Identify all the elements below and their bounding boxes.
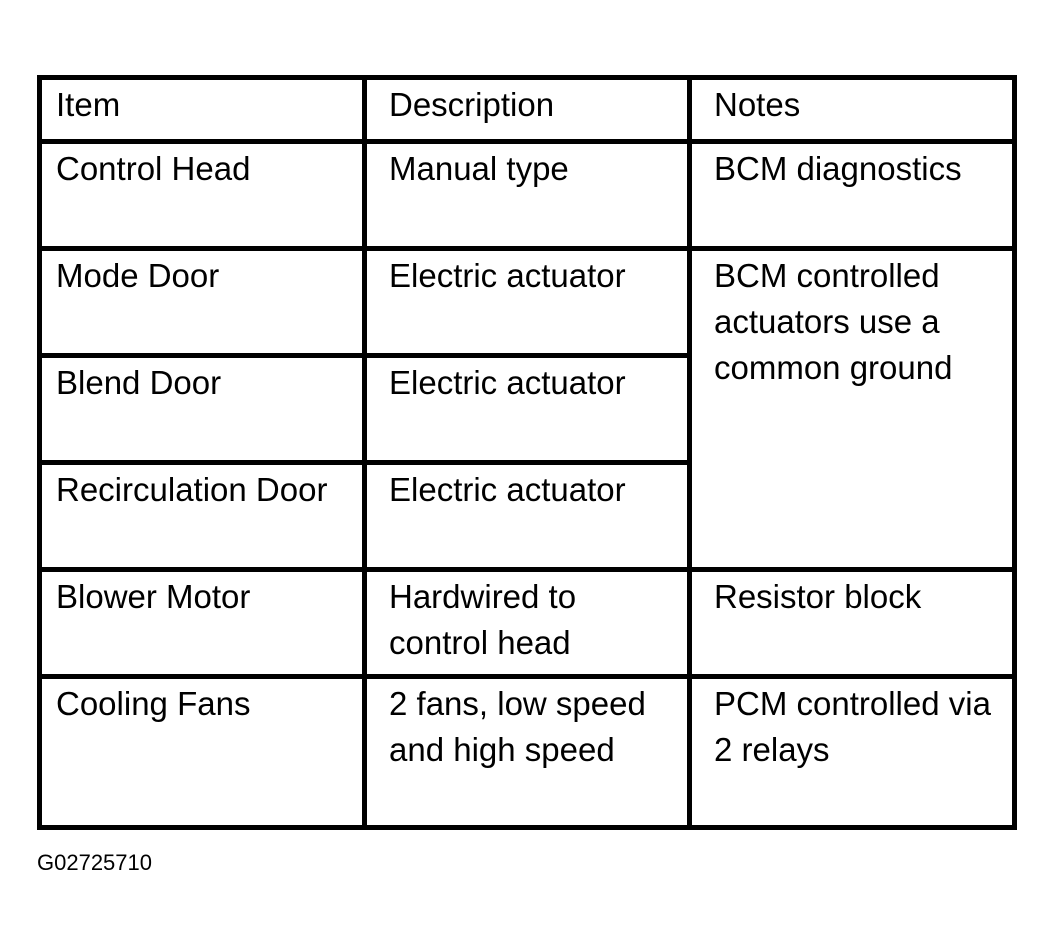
cell-notes: BCM diagnostics — [690, 142, 1015, 249]
header-description: Description — [365, 78, 690, 142]
cell-item: Recirculation Door — [40, 463, 365, 570]
cell-item: Blower Motor — [40, 570, 365, 677]
table-row — [40, 570, 1015, 677]
table-row — [40, 677, 1015, 828]
header-item: Item — [40, 78, 365, 142]
cell-item: Mode Door — [40, 249, 365, 356]
header-notes: Notes — [690, 78, 1015, 142]
table-header-row — [40, 78, 1015, 142]
cell-item: Cooling Fans — [40, 677, 365, 828]
cell-notes-merged: BCM controlled actuators use a common ground — [690, 249, 1015, 570]
cell-notes: Resistor block — [690, 570, 1015, 677]
cell-description: Hardwired to control head — [365, 570, 690, 677]
cell-description: Electric actuator — [365, 356, 690, 463]
cell-description: Electric actuator — [365, 463, 690, 570]
cell-description: Electric actuator — [365, 249, 690, 356]
spec-table-container — [37, 75, 1017, 830]
cell-description: 2 fans, low speed and high speed — [365, 677, 690, 828]
table-row — [40, 142, 1015, 249]
cell-item: Control Head — [40, 142, 365, 249]
component-table — [37, 75, 1017, 830]
figure-id: G02725710 — [37, 850, 152, 875]
table-row — [40, 249, 1015, 356]
cell-item: Blend Door — [40, 356, 365, 463]
cell-notes: PCM controlled via 2 relays — [690, 677, 1015, 828]
cell-description: Manual type — [365, 142, 690, 249]
